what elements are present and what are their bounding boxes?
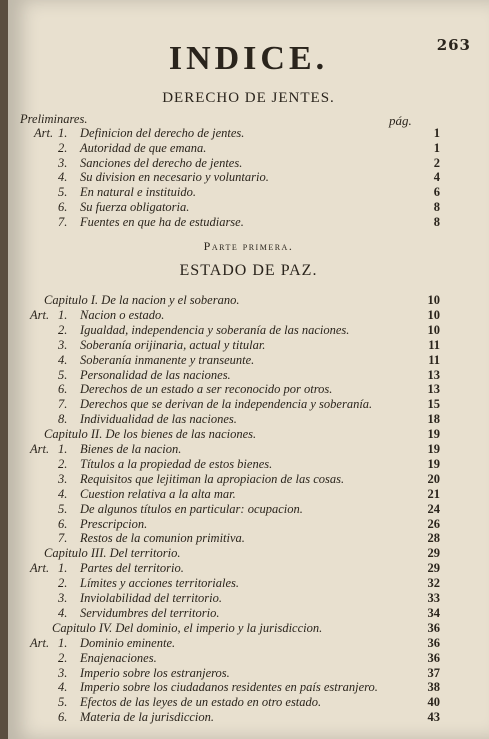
article-title: Títulos a la propiedad de estos bienes. [80, 456, 273, 471]
article-title: Soberanía inmanente y transeunte. [80, 352, 255, 367]
toc-row [8, 368, 478, 383]
article-number: 4. [58, 352, 68, 367]
toc-row [8, 200, 478, 215]
article-title: Derechos que se derivan de la independencia y soberanía. [80, 397, 373, 412]
article-title: Partes del territorio. [80, 561, 184, 576]
toc-row [8, 338, 478, 353]
article-number: 5. [58, 501, 68, 516]
chapter-title-text: Capitulo I. De la nacion y el soberano. [44, 293, 240, 307]
pag-label: pág. [389, 113, 412, 128]
article-title: Sanciones del derecho de jentes. [80, 155, 243, 170]
toc-row [8, 561, 478, 576]
article-number: 3. [58, 591, 68, 605]
page-ref: 8 [433, 214, 440, 229]
article-number: 2. [58, 650, 68, 665]
page-ref: 29 [427, 561, 440, 576]
page-ref: 8 [433, 200, 440, 214]
toc-row [8, 412, 478, 427]
page-ref: 33 [427, 591, 440, 605]
toc-row [8, 308, 478, 323]
page-ref: 20 [427, 471, 440, 486]
article-number: 7. [58, 397, 68, 412]
article-number: 5. [58, 185, 68, 200]
page-ref: 21 [427, 486, 440, 501]
article-number: 6. [58, 200, 68, 214]
page-ref: 38 [427, 680, 440, 695]
article-title: Inviolabilidad del territorio. [80, 591, 223, 605]
article-title: Límites y acciones territoriales. [80, 576, 240, 591]
book-page [8, 0, 489, 739]
article-title: Efectos de las leyes de un estado en otro estado. [80, 695, 322, 710]
article-number: 3. [58, 337, 68, 352]
toc-row [8, 695, 478, 710]
toc-row [8, 472, 478, 487]
toc-row [8, 382, 478, 397]
page-ref: 18 [427, 412, 440, 427]
article-title: Prescripcion. [80, 516, 148, 531]
page-ref: 40 [427, 695, 440, 710]
page-ref: 28 [427, 531, 440, 546]
toc-row [8, 397, 478, 412]
article-number: 6. [58, 516, 68, 531]
article-title: Autoridad de que emana. [80, 140, 207, 155]
chapter-title [8, 293, 478, 308]
page-ref: 2 [433, 155, 440, 170]
page-ref: 36 [427, 650, 440, 665]
page-ref: 11 [428, 337, 440, 352]
article-title: Derechos de un estado a ser reconocido por otros. [80, 382, 333, 397]
page-ref: 37 [427, 665, 440, 680]
toc-row [8, 323, 478, 338]
article-number: 4. [58, 680, 68, 695]
article-title: De algunos títulos en particular: ocupacion. [80, 501, 303, 516]
article-title: En natural e instituido. [80, 185, 196, 200]
toc-row [8, 591, 478, 606]
section-header: Preliminares. [20, 112, 88, 126]
toc-row [8, 651, 478, 666]
article-number: 2. [58, 576, 68, 591]
chapter-title-text: Capitulo IV. Del dominio, el imperio y la jurisdiccion. [52, 620, 323, 635]
article-title: Nacion o estado. [80, 307, 165, 322]
article-title: Servidumbres del territorio. [80, 605, 220, 620]
article-number: 1. [58, 126, 68, 140]
chapter-title [8, 427, 478, 442]
article-number: 5. [58, 695, 68, 710]
page-ref: 32 [427, 576, 440, 591]
page-ref: 34 [427, 605, 440, 620]
toc-row [8, 680, 478, 695]
article-number: 6. [58, 710, 68, 725]
page-ref: 10 [427, 322, 440, 337]
article-title: Enajenaciones. [80, 650, 157, 665]
page-ref: 10 [427, 293, 440, 307]
article-title: Individualidad de las naciones. [80, 412, 237, 427]
art-label: Art. [30, 635, 50, 650]
toc-row [8, 215, 478, 230]
chapter-title-text: Capitulo III. Del territorio. [44, 546, 181, 561]
page-ref: 36 [427, 635, 440, 650]
article-number: 4. [58, 170, 68, 185]
article-title: Cuestion relativa a la alta mar. [80, 486, 236, 501]
toc-row [8, 666, 478, 681]
toc-row [8, 606, 478, 621]
article-title: Materia de la jurisdiccion. [80, 710, 215, 725]
article-title: Dominio eminente. [80, 635, 176, 650]
article-number: 7. [58, 531, 68, 546]
toc-row [8, 457, 478, 472]
chapter-title [8, 546, 478, 561]
article-title: Imperio sobre los estranjeros. [80, 665, 230, 680]
article-number: 3. [58, 471, 68, 486]
toc-row [8, 517, 478, 532]
art-label: Art. [30, 307, 50, 322]
toc-row [8, 576, 478, 591]
article-title: Imperio sobre los ciudadanos residentes en país estranjero. [80, 680, 378, 695]
article-title: Su division en necesario y voluntario. [80, 170, 269, 185]
chapter-title-text: Capitulo II. De los bienes de las naciones. [44, 427, 257, 442]
page-ref: 11 [428, 352, 440, 367]
page-ref: 19 [427, 427, 440, 442]
toc-row [8, 710, 478, 725]
page-title: INDICE. [168, 40, 329, 77]
article-number: 2. [58, 140, 68, 155]
article-number: 3. [58, 665, 68, 680]
state-heading: ESTADO DE PAZ. [179, 262, 318, 279]
article-number: 4. [58, 486, 68, 501]
toc-row [8, 170, 478, 185]
article-number: 3. [58, 155, 68, 170]
page-ref: 13 [427, 367, 440, 382]
article-number: 1. [58, 307, 68, 322]
article-number: 2. [58, 322, 68, 337]
page-subtitle: DERECHO DE JENTES. [162, 90, 335, 106]
page-ref: 29 [427, 546, 440, 561]
page-ref: 24 [427, 501, 440, 516]
article-title: Su fuerza obligatoria. [80, 200, 190, 214]
article-title: Definicion del derecho de jentes. [80, 126, 245, 140]
page-ref: 1 [433, 126, 440, 140]
page-ref: 19 [427, 442, 440, 456]
page-ref: 1 [433, 140, 440, 155]
art-label: Art. [30, 442, 50, 456]
page-ref: 4 [433, 170, 440, 185]
part-heading: Parte primera. [203, 239, 294, 253]
article-title: Igualdad, independencia y soberanía de las naciones. [80, 322, 350, 337]
article-number: 2. [58, 456, 68, 471]
article-title: Personalidad de las naciones. [80, 367, 231, 382]
article-title: Restos de la comunion primitiva. [80, 531, 245, 546]
article-title: Fuentes en que ha de estudiarse. [80, 214, 244, 229]
toc-row [8, 185, 478, 200]
article-number: 6. [58, 382, 68, 397]
page-number: 263 [436, 36, 471, 54]
art-label: Art. [30, 561, 50, 576]
toc-row [8, 487, 478, 502]
chapter-title [8, 621, 478, 636]
page-ref: 36 [427, 620, 440, 635]
page-ref: 26 [427, 516, 440, 531]
toc-row [8, 531, 478, 546]
article-number: 4. [58, 605, 68, 620]
art-label: Art. [34, 126, 54, 140]
toc-row [8, 141, 478, 156]
page-ref: 19 [427, 456, 440, 471]
toc-row [8, 156, 478, 171]
page-ref: 13 [427, 382, 440, 397]
toc-row [8, 353, 478, 368]
article-number: 7. [58, 214, 68, 229]
toc-row [8, 442, 478, 457]
page-ref: 6 [433, 185, 440, 200]
article-title: Soberanía orijinaria, actual y titular. [80, 337, 266, 352]
toc-row [8, 126, 478, 141]
toc-row [8, 502, 478, 517]
article-number: 8. [58, 412, 68, 427]
article-number: 1. [58, 442, 68, 456]
page-ref: 10 [427, 307, 440, 322]
page-ref: 15 [427, 397, 440, 412]
article-number: 5. [58, 367, 68, 382]
article-title: Requisitos que lejitiman la apropiacion de las cosas. [80, 471, 345, 486]
article-number: 1. [58, 561, 68, 576]
toc-row [8, 636, 478, 651]
page-ref: 43 [427, 710, 440, 725]
article-title: Bienes de la nacion. [80, 442, 182, 456]
article-number: 1. [58, 635, 68, 650]
